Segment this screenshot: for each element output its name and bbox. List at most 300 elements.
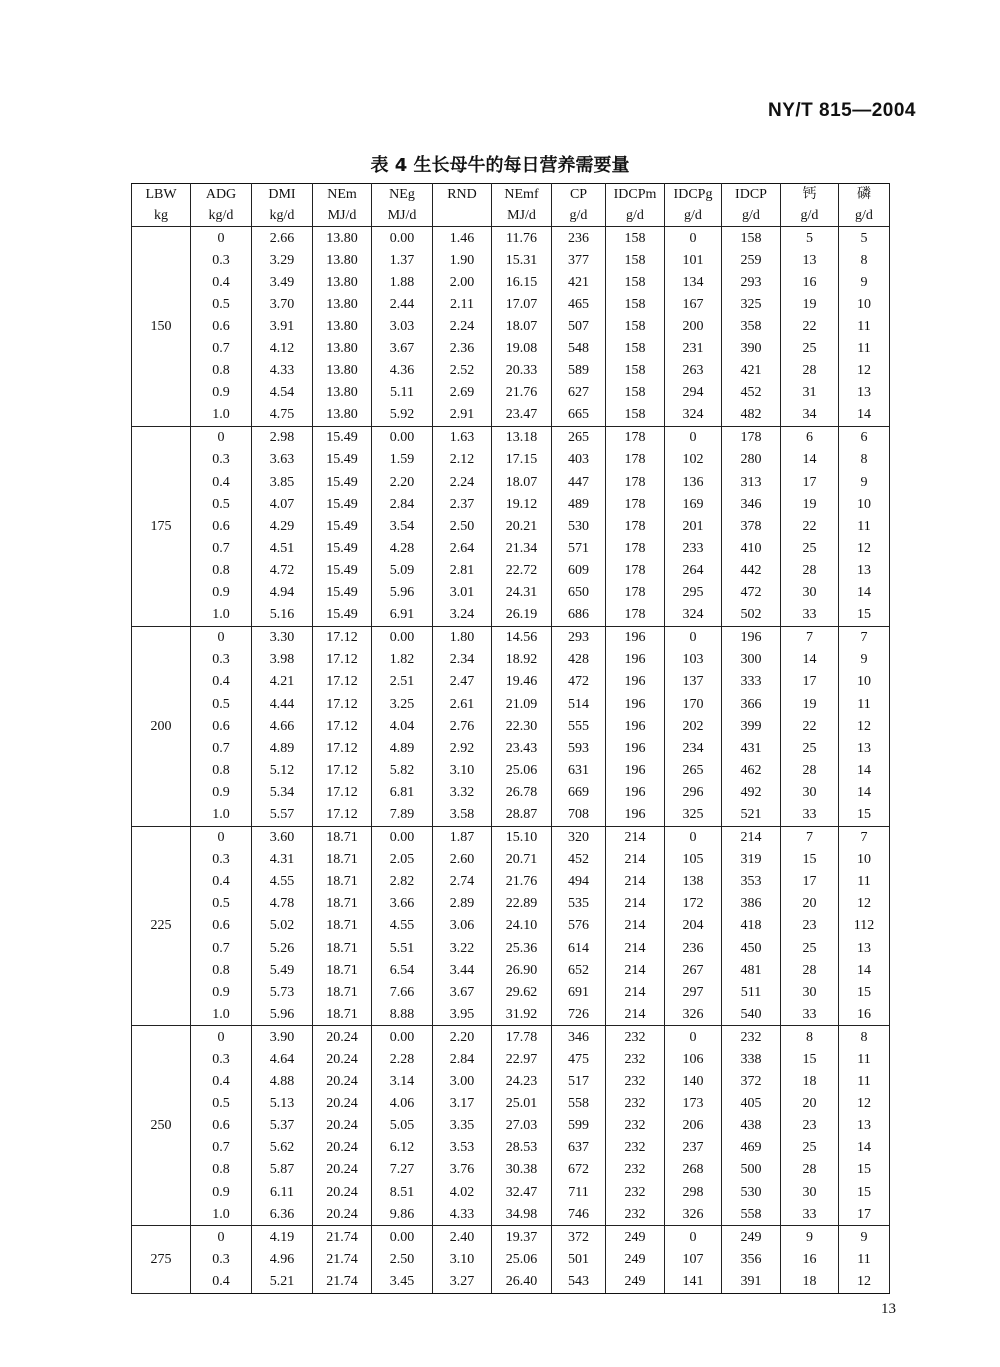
table-cell: 3.44 [433, 959, 492, 981]
table-row [132, 1137, 890, 1159]
table-cell: 18.71 [313, 959, 372, 981]
table-cell: 4.78 [252, 893, 313, 915]
table-cell: 21.74 [313, 1270, 372, 1293]
table-cell: 5 [839, 227, 890, 250]
table-cell: 1.63 [433, 426, 492, 449]
table-cell: 8 [839, 1026, 890, 1049]
table-cell: 19.46 [492, 671, 552, 693]
table-cell: 1.82 [372, 649, 433, 671]
table-cell: 0.6 [191, 715, 252, 737]
table-cell: 6 [839, 426, 890, 449]
table-cell: 2.92 [433, 737, 492, 759]
table-cell: 2.36 [433, 337, 492, 359]
table-cell: 18.71 [313, 849, 372, 871]
column-header: IDCP [722, 184, 781, 206]
column-header: 磷 [839, 184, 890, 206]
table-cell: 8 [781, 1026, 839, 1049]
table-cell: 26.78 [492, 781, 552, 803]
table-cell: 21.74 [313, 1226, 372, 1249]
table-row [132, 803, 890, 826]
nutrient-requirements-table [131, 183, 890, 1294]
table-cell: 514 [552, 693, 606, 715]
table-cell: 18.71 [313, 893, 372, 915]
table-cell: 13.80 [313, 249, 372, 271]
table-cell: 236 [665, 937, 722, 959]
table-cell: 2.52 [433, 360, 492, 382]
table-cell: 507 [552, 315, 606, 337]
table-cell: 708 [552, 803, 606, 826]
table-cell: 134 [665, 271, 722, 293]
table-cell: 237 [665, 1137, 722, 1159]
table-cell: 138 [665, 871, 722, 893]
table-cell: 21.74 [313, 1248, 372, 1270]
table-cell: 3.25 [372, 693, 433, 715]
table-cell: 21.76 [492, 871, 552, 893]
column-unit: g/d [781, 205, 839, 227]
table-cell: 3.58 [433, 803, 492, 826]
table-cell: 28 [781, 759, 839, 781]
table-cell: 3.14 [372, 1071, 433, 1093]
table-row [132, 937, 890, 959]
table-cell: 20.24 [313, 1048, 372, 1070]
table-cell: 3.03 [372, 315, 433, 337]
table-cell: 178 [722, 426, 781, 449]
table-cell: 3.10 [433, 759, 492, 781]
table-cell: 18.71 [313, 871, 372, 893]
table-cell: 15.31 [492, 249, 552, 271]
table-cell: 494 [552, 871, 606, 893]
table-cell: 201 [665, 515, 722, 537]
lbw-cell: 250 [132, 1026, 191, 1226]
table-row [132, 1026, 890, 1049]
table-cell: 0.5 [191, 1093, 252, 1115]
table-cell: 16 [839, 1003, 890, 1026]
table-cell: 18.07 [492, 471, 552, 493]
table-body [132, 227, 890, 1294]
table-cell: 31.92 [492, 1003, 552, 1026]
table-cell: 691 [552, 981, 606, 1003]
table-cell: 214 [606, 915, 665, 937]
column-header: NEm [313, 184, 372, 206]
table-cell: 13.80 [313, 271, 372, 293]
table-cell: 232 [722, 1026, 781, 1049]
table-cell: 178 [606, 471, 665, 493]
table-cell: 158 [606, 293, 665, 315]
table-cell: 571 [552, 537, 606, 559]
table-row [132, 1048, 890, 1070]
table-cell: 2.74 [433, 871, 492, 893]
table-cell: 170 [665, 693, 722, 715]
table-cell: 489 [552, 493, 606, 515]
table-cell: 1.0 [191, 803, 252, 826]
table-cell: 20.24 [313, 1203, 372, 1226]
table-cell: 25.06 [492, 1248, 552, 1270]
table-cell: 5.62 [252, 1137, 313, 1159]
table-cell: 6.81 [372, 781, 433, 803]
table-cell: 21.34 [492, 537, 552, 559]
table-cell: 214 [606, 1003, 665, 1026]
table-cell: 2.76 [433, 715, 492, 737]
table-cell: 482 [722, 404, 781, 427]
table-cell: 7 [781, 626, 839, 649]
table-cell: 15.49 [313, 537, 372, 559]
table-cell: 5.13 [252, 1093, 313, 1115]
table-cell: 232 [606, 1048, 665, 1070]
table-cell: 530 [552, 515, 606, 537]
table-cell: 3.00 [433, 1071, 492, 1093]
table-cell: 652 [552, 959, 606, 981]
table-cell: 10 [839, 293, 890, 315]
table-cell: 0.3 [191, 1248, 252, 1270]
table-cell: 669 [552, 781, 606, 803]
table-row [132, 471, 890, 493]
table-cell: 4.06 [372, 1093, 433, 1115]
table-cell: 2.89 [433, 893, 492, 915]
table-row [132, 626, 890, 649]
table-cell: 3.90 [252, 1026, 313, 1049]
table-cell: 358 [722, 315, 781, 337]
table-cell: 5.87 [252, 1159, 313, 1181]
header-row-names [132, 184, 890, 206]
table-cell: 0.00 [372, 826, 433, 849]
table-cell: 0.9 [191, 981, 252, 1003]
table-cell: 214 [606, 826, 665, 849]
table-cell: 15 [781, 849, 839, 871]
table-cell: 313 [722, 471, 781, 493]
table-cell: 2.47 [433, 671, 492, 693]
table-cell: 158 [606, 360, 665, 382]
table-cell: 7.89 [372, 803, 433, 826]
table-cell: 17.12 [313, 803, 372, 826]
table-cell: 3.32 [433, 781, 492, 803]
table-cell: 9 [781, 1226, 839, 1249]
table-cell: 15.10 [492, 826, 552, 849]
table-cell: 3.60 [252, 826, 313, 849]
table-cell: 3.45 [372, 1270, 433, 1293]
lbw-cell: 275 [132, 1226, 191, 1293]
table-cell: 4.31 [252, 849, 313, 871]
table-cell: 4.12 [252, 337, 313, 359]
table-row [132, 959, 890, 981]
table-cell: 0.4 [191, 1071, 252, 1093]
column-unit: g/d [552, 205, 606, 227]
table-cell: 320 [552, 826, 606, 849]
table-cell: 3.67 [372, 337, 433, 359]
table-cell: 28.87 [492, 803, 552, 826]
table-cell: 3.95 [433, 1003, 492, 1026]
table-cell: 0.9 [191, 582, 252, 604]
table-cell: 249 [606, 1248, 665, 1270]
table-cell: 232 [606, 1203, 665, 1226]
table-cell: 447 [552, 471, 606, 493]
table-cell: 293 [552, 626, 606, 649]
table-cell: 4.88 [252, 1071, 313, 1093]
table-cell: 232 [606, 1137, 665, 1159]
table-cell: 0 [665, 227, 722, 250]
table-cell: 1.0 [191, 1003, 252, 1026]
table-cell: 17.12 [313, 781, 372, 803]
table-cell: 0.6 [191, 515, 252, 537]
table-cell: 296 [665, 781, 722, 803]
table-cell: 3.98 [252, 649, 313, 671]
table-cell: 12 [839, 537, 890, 559]
table-cell: 103 [665, 649, 722, 671]
table-cell: 8 [839, 249, 890, 271]
table-cell: 27.03 [492, 1115, 552, 1137]
table-cell: 7 [781, 826, 839, 849]
table-cell: 158 [722, 227, 781, 250]
table-cell: 2.91 [433, 404, 492, 427]
table-cell: 6.36 [252, 1203, 313, 1226]
table-cell: 2.37 [433, 493, 492, 515]
table-cell: 4.55 [252, 871, 313, 893]
table-cell: 16 [781, 1248, 839, 1270]
table-cell: 324 [665, 404, 722, 427]
table-cell: 1.80 [433, 626, 492, 649]
table-cell: 472 [722, 582, 781, 604]
table-cell: 8.51 [372, 1181, 433, 1203]
column-unit: kg/d [191, 205, 252, 227]
column-header: 钙 [781, 184, 839, 206]
table-cell: 0.8 [191, 360, 252, 382]
table-cell: 650 [552, 582, 606, 604]
table-cell: 403 [552, 449, 606, 471]
table-cell: 22.72 [492, 559, 552, 581]
table-cell: 196 [606, 759, 665, 781]
table-row [132, 981, 890, 1003]
table-row [132, 582, 890, 604]
table-cell: 9 [839, 1226, 890, 1249]
table-cell: 2.50 [433, 515, 492, 537]
table-cell: 17.12 [313, 649, 372, 671]
table-cell: 555 [552, 715, 606, 737]
table-cell: 20.24 [313, 1137, 372, 1159]
table-cell: 6.54 [372, 959, 433, 981]
table-cell: 13 [781, 249, 839, 271]
table-cell: 12 [839, 715, 890, 737]
table-cell: 372 [552, 1226, 606, 1249]
table-cell: 4.44 [252, 693, 313, 715]
table-cell: 18.71 [313, 826, 372, 849]
table-cell: 4.89 [372, 737, 433, 759]
table-cell: 0.5 [191, 493, 252, 515]
table-cell: 101 [665, 249, 722, 271]
table-cell: 25 [781, 1137, 839, 1159]
table-cell: 2.61 [433, 693, 492, 715]
table-cell: 178 [606, 493, 665, 515]
table-cell: 511 [722, 981, 781, 1003]
table-cell: 214 [606, 871, 665, 893]
table-row [132, 315, 890, 337]
table-cell: 32.47 [492, 1181, 552, 1203]
table-cell: 20.33 [492, 360, 552, 382]
table-cell: 196 [722, 626, 781, 649]
table-cell: 2.98 [252, 426, 313, 449]
table-cell: 2.66 [252, 227, 313, 250]
table-cell: 20.24 [313, 1159, 372, 1181]
table-cell: 0 [191, 1026, 252, 1049]
table-cell: 8.88 [372, 1003, 433, 1026]
table-cell: 450 [722, 937, 781, 959]
table-row [132, 1003, 890, 1026]
table-cell: 19.12 [492, 493, 552, 515]
column-unit: MJ/d [313, 205, 372, 227]
table-cell: 196 [606, 737, 665, 759]
table-cell: 31 [781, 382, 839, 404]
table-cell: 0.8 [191, 759, 252, 781]
table-cell: 11 [839, 871, 890, 893]
table-cell: 28 [781, 1159, 839, 1181]
table-cell: 4.96 [252, 1248, 313, 1270]
table-cell: 386 [722, 893, 781, 915]
table-cell: 20.24 [313, 1181, 372, 1203]
table-cell: 178 [606, 515, 665, 537]
table-cell: 265 [665, 759, 722, 781]
table-cell: 399 [722, 715, 781, 737]
table-cell: 0 [665, 626, 722, 649]
table-cell: 0.3 [191, 649, 252, 671]
column-unit: g/d [606, 205, 665, 227]
table-cell: 15 [839, 1159, 890, 1181]
table-cell: 0 [191, 426, 252, 449]
table-cell: 5.51 [372, 937, 433, 959]
table-cell: 18.71 [313, 981, 372, 1003]
table-cell: 18.71 [313, 937, 372, 959]
table-row [132, 1248, 890, 1270]
table-cell: 231 [665, 337, 722, 359]
table-cell: 214 [606, 959, 665, 981]
table-cell: 3.54 [372, 515, 433, 537]
table-cell: 23.47 [492, 404, 552, 427]
table-cell: 3.53 [433, 1137, 492, 1159]
column-header: CP [552, 184, 606, 206]
table-cell: 686 [552, 604, 606, 627]
table-cell: 13 [839, 1115, 890, 1137]
table-cell: 0.4 [191, 1270, 252, 1293]
table-cell: 18.07 [492, 315, 552, 337]
table-row [132, 737, 890, 759]
table-cell: 13 [839, 737, 890, 759]
table-row [132, 693, 890, 715]
table-cell: 18.71 [313, 915, 372, 937]
table-cell: 9 [839, 471, 890, 493]
table-cell: 0 [665, 426, 722, 449]
table-cell: 7 [839, 826, 890, 849]
table-cell: 214 [606, 937, 665, 959]
table-row [132, 404, 890, 427]
table-row [132, 493, 890, 515]
table-cell: 665 [552, 404, 606, 427]
table-cell: 462 [722, 759, 781, 781]
table-cell: 4.19 [252, 1226, 313, 1249]
table-cell: 0 [191, 826, 252, 849]
table-row [132, 559, 890, 581]
table-cell: 249 [606, 1270, 665, 1293]
table-cell: 21.09 [492, 693, 552, 715]
table-cell: 2.81 [433, 559, 492, 581]
table-cell: 26.19 [492, 604, 552, 627]
table-cell: 14 [839, 759, 890, 781]
table-cell: 140 [665, 1071, 722, 1093]
table-cell: 3.66 [372, 893, 433, 915]
table-cell: 5.96 [372, 582, 433, 604]
table-cell: 107 [665, 1248, 722, 1270]
table-cell: 17.12 [313, 626, 372, 649]
table-cell: 20.24 [313, 1026, 372, 1049]
table-cell: 14 [839, 959, 890, 981]
table-cell: 5.82 [372, 759, 433, 781]
table-cell: 2.50 [372, 1248, 433, 1270]
table-cell: 326 [665, 1003, 722, 1026]
table-row [132, 1115, 890, 1137]
table-cell: 2.51 [372, 671, 433, 693]
table-cell: 452 [722, 382, 781, 404]
table-cell: 428 [552, 649, 606, 671]
table-cell: 15.49 [313, 515, 372, 537]
table-cell: 15.49 [313, 426, 372, 449]
table-cell: 15 [839, 604, 890, 627]
table-cell: 12 [839, 360, 890, 382]
table-cell: 13.80 [313, 337, 372, 359]
table-cell: 24.10 [492, 915, 552, 937]
table-cell: 2.20 [433, 1026, 492, 1049]
table-cell: 158 [606, 271, 665, 293]
table-cell: 24.31 [492, 582, 552, 604]
table-cell: 13.18 [492, 426, 552, 449]
table-cell: 23.43 [492, 737, 552, 759]
table-row [132, 781, 890, 803]
table-cell: 627 [552, 382, 606, 404]
table-cell: 232 [606, 1181, 665, 1203]
table-row [132, 360, 890, 382]
table-cell: 15.49 [313, 582, 372, 604]
table-cell: 4.33 [252, 360, 313, 382]
table-cell: 4.55 [372, 915, 433, 937]
table-cell: 1.46 [433, 227, 492, 250]
table-cell: 112 [839, 915, 890, 937]
table-cell: 2.20 [372, 471, 433, 493]
table-cell: 19 [781, 493, 839, 515]
column-unit: g/d [839, 205, 890, 227]
table-cell: 319 [722, 849, 781, 871]
table-cell: 24.23 [492, 1071, 552, 1093]
table-cell: 0.3 [191, 449, 252, 471]
table-cell: 206 [665, 1115, 722, 1137]
table-cell: 11 [839, 1248, 890, 1270]
table-cell: 10 [839, 493, 890, 515]
table-cell: 30 [781, 781, 839, 803]
table-cell: 25.01 [492, 1093, 552, 1115]
table-cell: 169 [665, 493, 722, 515]
table-cell: 3.70 [252, 293, 313, 315]
table-cell: 22.97 [492, 1048, 552, 1070]
table-cell: 543 [552, 1270, 606, 1293]
table-row [132, 515, 890, 537]
table-cell: 300 [722, 649, 781, 671]
table-row [132, 1159, 890, 1181]
table-cell: 178 [606, 449, 665, 471]
table-cell: 20.21 [492, 515, 552, 537]
table-cell: 0.4 [191, 871, 252, 893]
table-cell: 33 [781, 803, 839, 826]
table-cell: 1.0 [191, 1203, 252, 1226]
table-cell: 4.07 [252, 493, 313, 515]
table-cell: 196 [606, 693, 665, 715]
table-cell: 17.15 [492, 449, 552, 471]
table-cell: 196 [606, 671, 665, 693]
table-cell: 13.80 [313, 404, 372, 427]
table-cell: 5.73 [252, 981, 313, 1003]
